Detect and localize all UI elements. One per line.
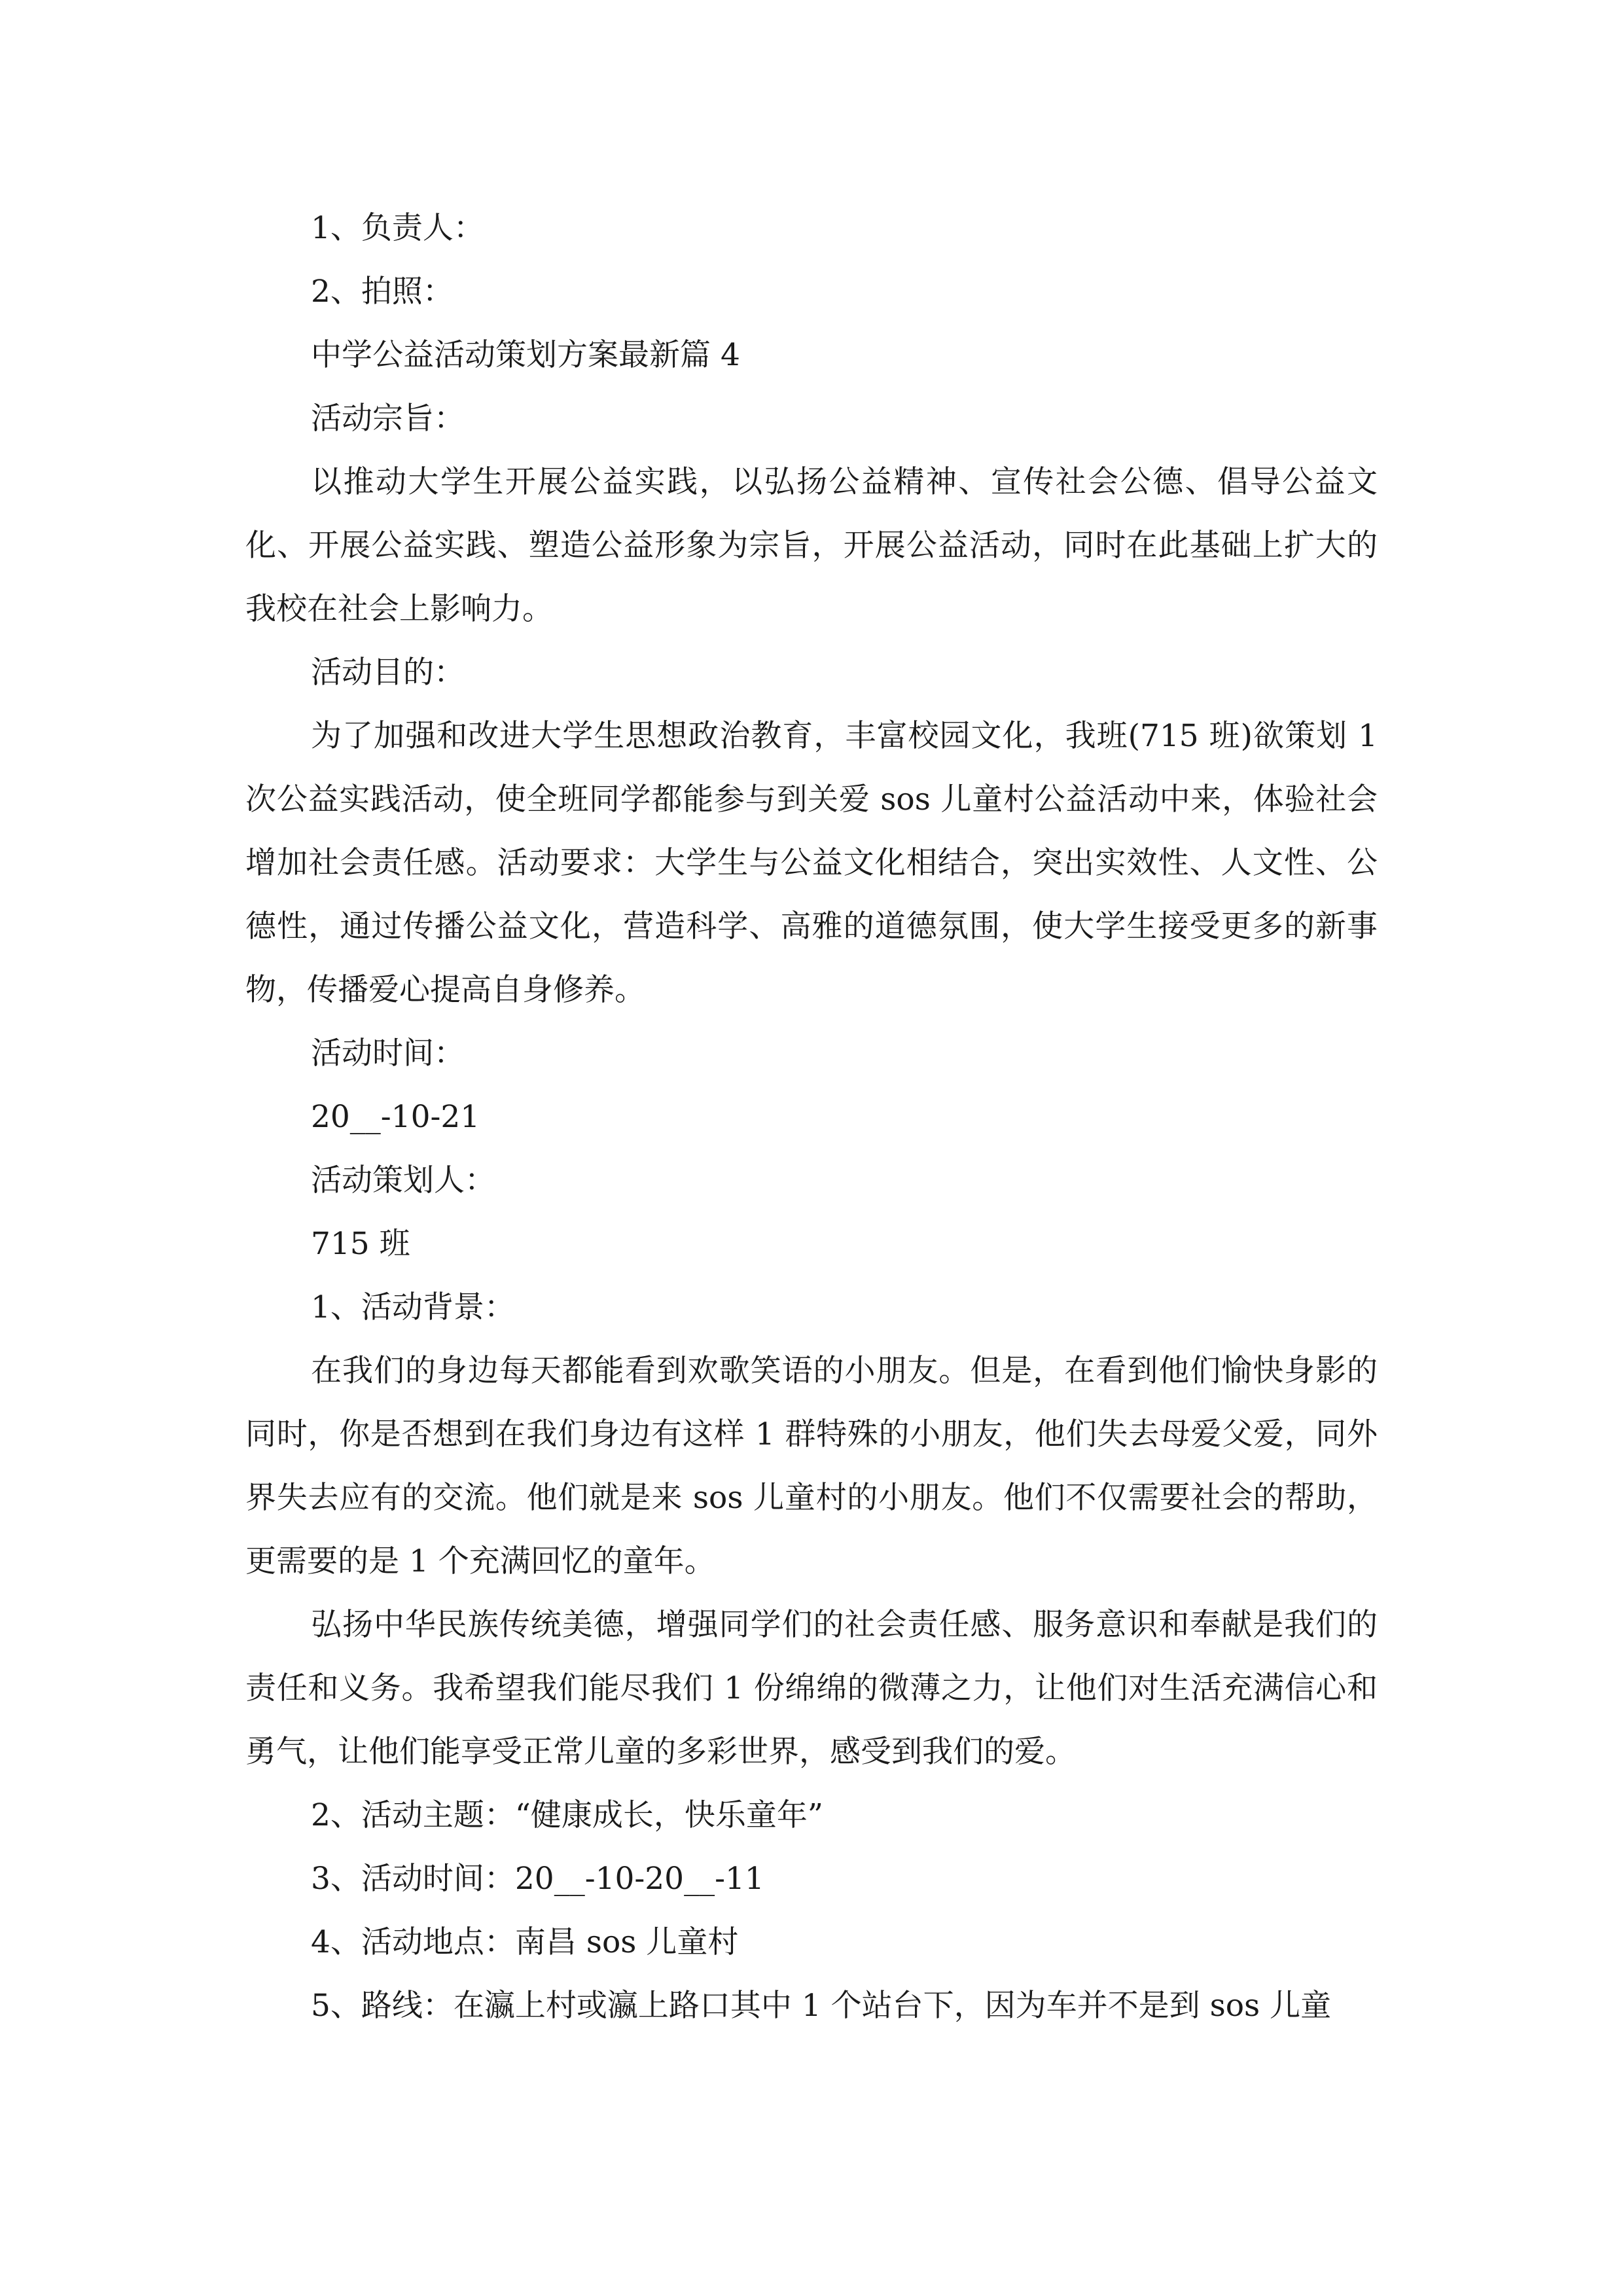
goal-paragraph: 为了加强和改进大学生思想政治教育，丰富校园文化，我班(715 班)欲策划 1 次公益实践活动，使全班同学都能参与到关爱 sos 儿童村公益活动中来，体验社会增加社会责任感。活动要求：大学生与公益文化相结合，突出实效性、人文性、公德性，通过传播公益文化，营造科学、高雅的道德氛围，使大学生接受更多的新事物，传播爱心提高自身修养。 <box>245 718 1378 1008</box>
purpose-heading: 活动宗旨： <box>311 401 465 437</box>
activity-time-line: 3、活动时间：20__-10-20__-11 <box>311 1861 764 1897</box>
background-paragraph-1: 在我们的身边每天都能看到欢歌笑语的小朋友。但是，在看到他们愉快身影的同时，你是否想到在我们身边有这样 1 群特殊的小朋友，他们失去母爱父爱，同外界失去应有的交流。他们就是来 sos 儿童村的小朋友。他们不仅需要社会的帮助，更需要的是 1 个充满回忆的童年。 <box>245 1353 1378 1579</box>
time-value: 20__-10-21 <box>311 1099 480 1135</box>
background-heading: 1、活动背景： <box>311 1289 515 1325</box>
time-heading: 活动时间： <box>311 1035 465 1071</box>
document-page <box>245 196 1378 2037</box>
goal-heading: 活动目的： <box>311 655 465 691</box>
planner-value: 715 班 <box>311 1226 410 1262</box>
route-line: 5、路线：在瀛上村或瀛上路口其中 1 个站台下，因为车并不是到 sos 儿童 <box>311 1988 1332 2024</box>
section-title: 中学公益活动策划方案最新篇 4 <box>311 337 740 373</box>
purpose-paragraph: 以推动大学生开展公益实践，以弘扬公益精神、宣传社会公德、倡导公益文化、开展公益实践、塑造公益形象为宗旨，开展公益活动，同时在此基础上扩大的我校在社会上影响力。 <box>245 464 1378 627</box>
location-line: 4、活动地点：南昌 sos 儿童村 <box>311 1924 739 1960</box>
photography-line: 2、拍照： <box>311 274 454 310</box>
responsible-person-line: 1、负责人： <box>311 210 484 246</box>
planner-heading: 活动策划人： <box>311 1162 495 1198</box>
background-paragraph-2: 弘扬中华民族传统美德，增强同学们的社会责任感、服务意识和奉献是我们的责任和义务。我希望我们能尽我们 1 份绵绵的微薄之力，让他们对生活充满信心和勇气，让他们能享受正常儿童的多彩世界，感受到我们的爱。 <box>245 1607 1378 1770</box>
theme-line: 2、活动主题：“健康成长，快乐童年” <box>311 1797 823 1833</box>
